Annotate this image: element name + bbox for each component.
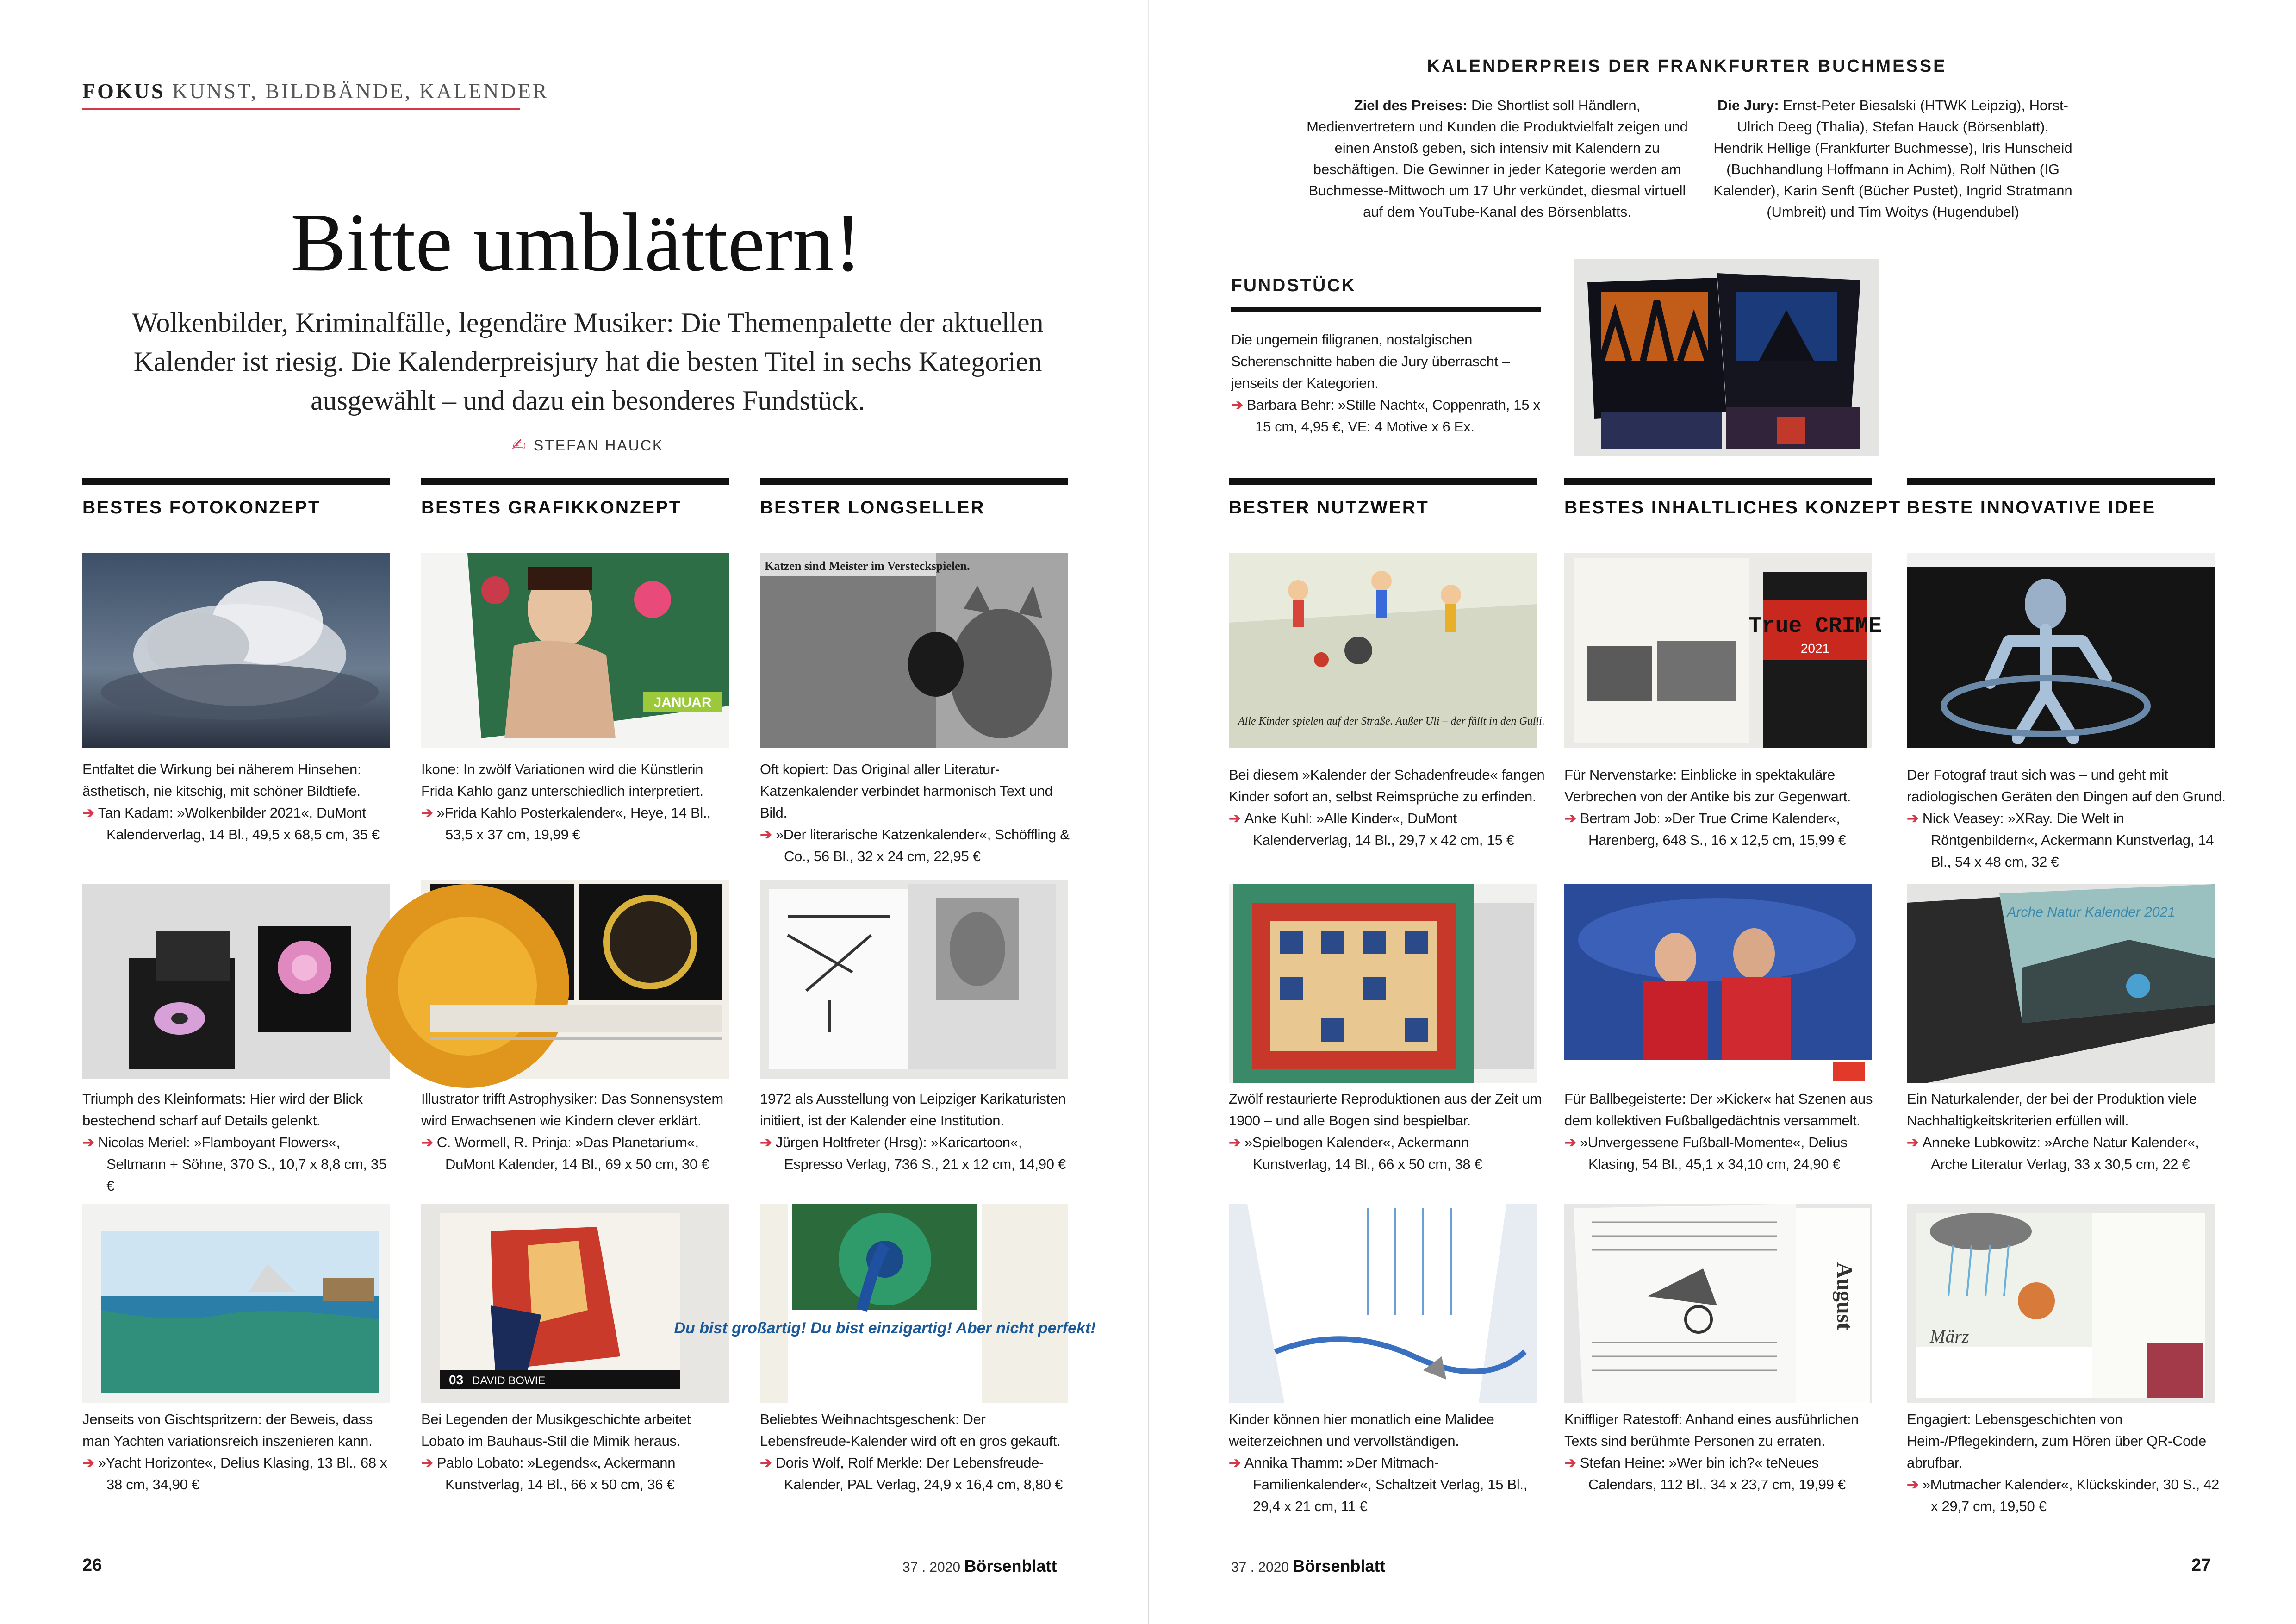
caption-ref: Nick Veasey: »XRay. Die Welt in Röntgenbildern«, Ackermann Kunstverlag, 14 Bl., 54 x 48 cm, 32 € [1922,810,2214,870]
photo-katzenkalender [760,553,1068,748]
caption [1564,1088,1884,1175]
caption [421,1408,731,1495]
caption-ref: »Frida Kahlo Posterkalender«, Heye, 14 Bl., 53,5 x 37 cm, 19,99 € [436,805,711,843]
kids-caption: Alle Kinder spielen auf der Straße. Außer Uli – der fällt in den Gulli. [1238,715,1545,727]
caption [421,1088,731,1175]
crime-title: True CRIME [1748,614,1882,639]
photo-yacht-horizonte [82,1204,390,1403]
photo-fundstueck [1574,259,1879,456]
photo-karicartoon [760,880,1068,1079]
caption-text: Triumph des Kleinformats: Hier wird der Blick bestechend scharf auf Details gelenkt. [82,1091,363,1129]
caption-ref: Nicolas Meriel: »Flamboyant Flowers«, Seltmann + Söhne, 370 S., 10,7 x 8,8 cm, 35 € [98,1134,386,1194]
cats-text: Katzen sind Meister im Versteckspielen. [765,559,970,573]
photo-wolkenbilder [82,553,390,748]
photo-spielbogen [1229,884,1537,1083]
photo-fussball-momente [1564,884,1872,1083]
arrow-icon: ➔ [421,1455,433,1471]
arrow-icon: ➔ [1564,1455,1576,1471]
category-rule [1907,478,2215,485]
frida-badge: JANUAR [653,695,712,710]
caption-ref: Annika Thamm: »Der Mitmach-Familienkalender«, Schaltzeit Verlag, 15 Bl., 29,4 x 21 cm, 11 € [1244,1455,1528,1514]
arche-label: Arche Natur Kalender 2021 [2007,905,2175,920]
folio-left [902,1556,1057,1576]
arrow-icon: ➔ [1907,1476,1919,1493]
caption-text: Kinder können hier monatlich eine Malidee weiterzeichnen und vervollständigen. [1229,1411,1494,1449]
page-number-left: 26 [82,1555,102,1575]
caption-ref: Anke Kuhl: »Alle Kinder«, DuMont Kalenderverlag, 14 Bl., 29,7 x 42 cm, 15 € [1244,810,1514,848]
caption-ref: »Mutmacher Kalender«, Klückskinder, 30 S., 42 x 29,7 cm, 19,50 € [1922,1476,2219,1514]
caption-text: Bei Legenden der Musikgeschichte arbeitet Lobato im Bauhaus-Stil die Mimik heraus. [421,1411,691,1449]
photo-frida-kahlo [421,553,729,748]
prize-jury [1712,95,2073,223]
caption [760,758,1070,867]
page-number-right: 27 [2191,1555,2211,1575]
jury-text: Ernst-Peter Biesalski (HTWK Leipzig), Horst-Ulrich Deeg (Thalia), Stefan Hauck (Börsenblatt), Hendrik Hellige (Frankfurter Buchmesse), Iris Hunscheid (Buchhandlung Hoffmann in Achim), Rolf Nüthen (IG Kalender), Karin Senft (Bücher Pustet), Ingrid Stratmann (Umbreit) und Tim Woitys (Hugendubel) [1713,97,2072,220]
caption [760,1408,1070,1495]
kicker-rest: KUNST, BILDBÄNDE, KALENDER [172,79,549,103]
caption-ref: »Yacht Horizonte«, Delius Klasing, 13 Bl., 68 x 38 cm, 34,90 € [98,1455,387,1493]
category-title: BESTER LONGSELLER [760,498,985,518]
caption-ref: »Unvergessene Fußball-Momente«, Delius Klasing, 54 Bl., 45,1 x 34,10 cm, 24,90 € [1580,1134,1848,1172]
caption [1229,1088,1548,1175]
category-title: BESTES FOTOKONZEPT [82,498,321,518]
arrow-icon: ➔ [1564,1134,1576,1150]
category-rule [760,478,1068,485]
arrow-icon: ➔ [82,805,94,821]
caption-ref: Tan Kadam: »Wolkenbilder 2021«, DuMont Kalenderverlag, 14 Bl., 49,5 x 68,5 cm, 35 € [98,805,380,843]
caption-ref: Doris Wolf, Rolf Merkle: Der Lebensfreude-Kalender, PAL Verlag, 24,9 x 16,4 cm, 8,80 € [775,1455,1063,1493]
goal-label: Ziel des Preises: [1354,97,1468,113]
category-rule [1564,478,1872,485]
arrow-icon: ➔ [421,1134,433,1150]
arrow-icon: ➔ [760,826,772,843]
folio-issue: 37 . 2020 [902,1560,961,1575]
august-label: August [1832,1262,1857,1330]
caption-text: Für Ballbegeisterte: Der »Kicker« hat Szenen aus dem kollektiven Fußballgedächtnis versammelt. [1564,1091,1873,1129]
caption [1564,1408,1884,1495]
caption-text: Bei diesem »Kalender der Schadenfreude« fangen Kinder sofort an, selbst Reimsprüche zu erfinden. [1229,767,1545,805]
caption-text: Engagiert: Lebensgeschichten von Heim-/Pflegekindern, zum Hören über QR-Code abrufbar. [1907,1411,2206,1471]
fund-ref: Barbara Behr: »Stille Nacht«, Coppenrath, 15 x 15 cm, 4,95 €, VE: 4 Motive x 6 Ex. [1246,397,1540,435]
photo-planetarium [421,880,729,1079]
fund-rule [1231,307,1541,312]
caption [82,1408,392,1495]
category-title: BESTE INNOVATIVE IDEE [1907,498,2156,518]
caption-text: Kniffliger Ratestoff: Anhand eines ausführlichen Texts sind berühmte Personen zu erraten. [1564,1411,1859,1449]
kicker-underline [82,108,520,110]
caption-text: Zwölf restaurierte Reproduktionen aus der Zeit um 1900 – und alle Bogen sind bespielbar. [1229,1091,1542,1129]
photo-mutmacher [1907,1204,2215,1403]
category-title: BESTES GRAFIKKONZEPT [421,498,682,518]
crime-year: 2021 [1800,641,1830,656]
bowie-num: 03 [449,1373,464,1387]
category-rule [421,478,729,485]
arrow-icon: ➔ [1907,810,1919,826]
photo-true-crime [1564,553,1882,748]
caption [421,758,731,845]
byline [93,435,1083,455]
caption-ref: Stefan Heine: »Wer bin ich?« teNeues Calendars, 112 Bl., 34 x 23,7 cm, 19,99 € [1580,1455,1846,1493]
fund-text: Die ungemein filigranen, nostalgischen Scherenschnitte haben die Jury überrascht – jenseits der Kategorien. [1231,331,1510,391]
arrow-icon: ➔ [760,1134,772,1150]
caption-text: Der Fotograf traut sich was – und geht mit radiologischen Geräten den Dingen auf den Grund. [1907,767,2226,805]
caption-text: Für Nervenstarke: Einblicke in spektakuläre Verbrechen von der Antike bis zur Gegenwart. [1564,767,1851,805]
caption [1907,764,2226,873]
photo-alle-kinder [1229,553,1545,748]
fund-caption [1231,329,1546,437]
caption-text: 1972 als Ausstellung von Leipziger Karikaturisten initiiert, ist der Kalender eine Institution. [760,1091,1066,1129]
caption-text: Entfaltet die Wirkung bei näherem Hinsehen: ästhetisch, nie kitschig, mit schöner Bildtiefe. [82,761,361,799]
photo-arche-natur [1907,884,2215,1083]
prize-goal [1305,95,1689,223]
caption-text: Oft kopiert: Das Original aller Literatur-Katzenkalender verbindet harmonisch Text und Bild. [760,761,1053,821]
photo-legends-bowie [421,1204,729,1403]
maerz-label: März [1930,1326,1969,1347]
caption [1907,1088,2226,1175]
category-title: BESTES INHALTLICHES KONZEPT [1564,498,1902,518]
caption-text: Illustrator trifft Astrophysiker: Das Sonnensystem wird Erwachsenen wie Kindern clever erklärt. [421,1091,723,1129]
category-rule [1229,478,1537,485]
jury-label: Die Jury: [1717,97,1779,113]
page-fold [1148,0,1149,1624]
caption-ref: Anneke Lubkowitz: »Arche Natur Kalender«, Arche Literatur Verlag, 33 x 30,5 cm, 22 € [1922,1134,2199,1172]
headline: Bitte umblättern! [290,196,862,288]
arrow-icon: ➔ [760,1455,772,1471]
arrow-icon: ➔ [421,805,433,821]
category-rule [82,478,390,485]
arrow-icon: ➔ [1229,1134,1241,1150]
bowie-name: DAVID BOWIE [472,1374,546,1387]
folio-brand: Börsenblatt [1293,1556,1386,1575]
arrow-icon: ➔ [1231,397,1243,413]
photo-lebensfreude [674,1204,1096,1403]
folio-brand: Börsenblatt [964,1556,1057,1575]
author-name: STEFAN HAUCK [533,437,664,454]
caption-text: Jenseits von Gischtspritzern: der Beweis, dass man Yachten variationsreich inszenieren kann. [82,1411,373,1449]
photo-flamboyant-flowers [82,884,390,1079]
peacock-quote: Du bist großartig! Du bist einzigartig! Aber nicht perfekt! [674,1319,1096,1337]
caption-text: Ein Naturkalender, der bei der Produktion viele Nachhaltigkeitskriterien erfüllen will. [1907,1091,2197,1129]
caption-text: Beliebtes Weihnachtsgeschenk: Der Lebensfreude-Kalender wird oft en gros gekauft. [760,1411,1061,1449]
kicker-bold: FOKUS [82,79,165,103]
caption [1564,764,1884,851]
photo-xray [1907,553,2215,748]
caption-ref: »Der literarische Katzenkalender«, Schöffling & Co., 56 Bl., 32 x 24 cm, 22,95 € [775,826,1070,864]
caption-ref: »Spielbogen Kalender«, Ackermann Kunstverlag, 14 Bl., 66 x 50 cm, 38 € [1244,1134,1482,1172]
arrow-icon: ➔ [82,1134,94,1150]
caption [82,758,392,845]
photo-wer-bin-ich [1564,1204,1872,1403]
arrow-icon: ➔ [82,1455,94,1471]
caption-ref: Jürgen Holtfreter (Hrsg): »Karicartoon«, Espresso Verlag, 736 S., 21 x 12 cm, 14,90 € [775,1134,1066,1172]
caption [1907,1408,2226,1517]
goal-text: Die Shortlist soll Händlern, Medienvertretern und Kunden die Produktvielfalt zeigen und einen Anstoß geben, sich intensiv mit Kalendern zu beschäftigen. Die Gewinner in jeder Kategorie werden am Buchmesse-Mittwoch um 17 Uhr verkündet, diesmal virtuell auf dem YouTube-Kanal des Börsenblatts. [1307,97,1688,220]
caption-text: Ikone: In zwölf Variationen wird die Künstlerin Frida Kahlo ganz unterschiedlich interpretiert. [421,761,703,799]
pen-icon: ✍ [511,435,527,454]
caption [82,1088,392,1197]
arrow-icon: ➔ [1564,810,1576,826]
folio-right [1231,1556,1386,1576]
dek: Wolkenbilder, Kriminalfälle, legendäre Musiker: Die Themenpalette der aktuellen Kalender ist riesig. Die Kalenderpreisjury hat die besten Titel in sechs Kategorien ausgewählt – und dazu ein besonderes Fundstück. [132,307,1044,416]
caption [1229,764,1548,851]
caption-ref: C. Wormell, R. Prinja: »Das Planetarium«, DuMont Kalender, 14 Bl., 69 x 50 cm, 30 € [436,1134,709,1172]
caption-ref: Pablo Lobato: »Legends«, Ackermann Kunstverlag, 14 Bl., 66 x 50 cm, 36 € [436,1455,676,1493]
fund-title: FUNDSTÜCK [1231,275,1356,295]
caption [1229,1408,1548,1517]
photo-mitmach-kalender [1229,1204,1537,1403]
caption-ref: Bertram Job: »Der True Crime Kalender«, Harenberg, 648 S., 16 x 12,5 cm, 15,99 € [1580,810,1846,848]
arrow-icon: ➔ [1907,1134,1919,1150]
caption [760,1088,1070,1175]
arrow-icon: ➔ [1229,1455,1241,1471]
arrow-icon: ➔ [1229,810,1241,826]
folio-issue: 37 . 2020 [1231,1560,1289,1575]
category-title: BESTER NUTZWERT [1229,498,1429,518]
section-kicker [82,79,549,103]
prize-title: KALENDERPREIS DER FRANKFURTER BUCHMESSE [1427,56,1947,76]
